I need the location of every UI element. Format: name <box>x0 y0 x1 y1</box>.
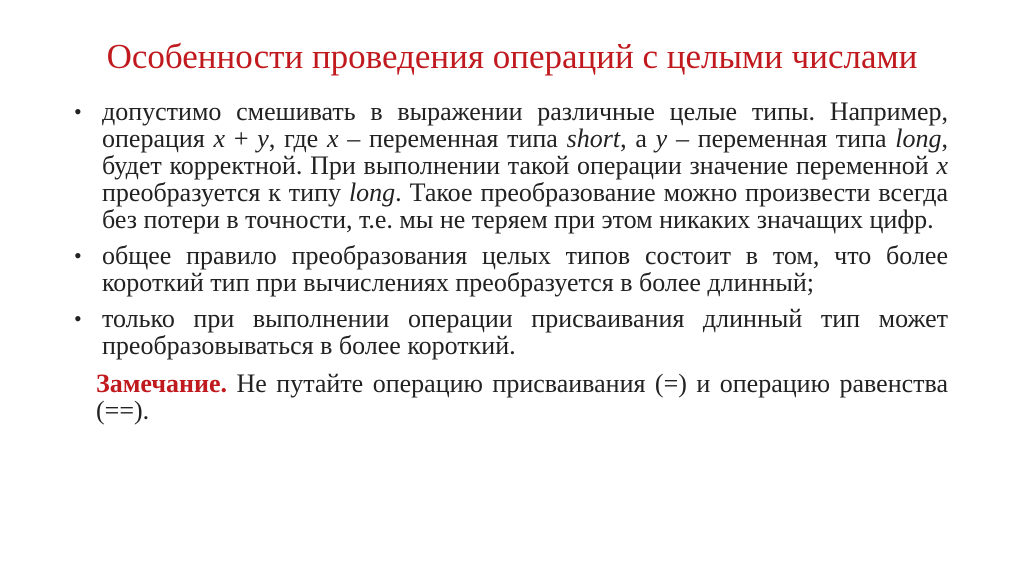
text-run: , где <box>268 124 327 153</box>
text-run: , а <box>620 124 656 153</box>
italic-term: long <box>895 124 942 153</box>
text-run: преобразуется к типу <box>102 178 349 207</box>
text-run: , будет корректной. При выполнении такой операции значение переменной <box>102 124 949 180</box>
remark-label: Замечание. <box>96 369 227 398</box>
bullet-text <box>102 241 948 297</box>
text-run: – переменная типа <box>667 124 896 153</box>
italic-term: x <box>326 124 339 153</box>
italic-term: y <box>655 124 668 153</box>
bullet-marker-icon: • <box>74 243 82 268</box>
text-run: допустимо смешивать в выражении различные целые типы. Например, операция <box>102 97 948 153</box>
remark-text: Не путайте операцию присваивания (=) и операцию равенства (==). <box>96 369 948 425</box>
text-run: – переменная типа <box>338 124 567 153</box>
italic-term: x <box>213 124 226 153</box>
italic-term: x <box>936 151 948 180</box>
italic-term: short <box>566 124 621 153</box>
bullet-item-2 <box>74 241 948 297</box>
text-run: + <box>225 124 258 153</box>
bullet-item-3 <box>74 304 948 360</box>
text-run: . Такое преобразование можно произвести всегда без потери в точности, т.е. мы не теряем при этом никаких значащих цифр. <box>102 178 948 234</box>
bullet-text <box>102 97 948 234</box>
text-run: только при выполнении операции присваивания длинный тип может преобразовываться в более короткий. <box>102 304 948 360</box>
text-run: общее правило преобразования целых типов состоит в том, что более короткий тип при вычислениях преобразуется в более длинный; <box>102 241 948 297</box>
bullet-text <box>102 304 948 360</box>
bullet-marker-icon: • <box>74 99 82 124</box>
bullet-item-1 <box>74 97 949 234</box>
slide-title: Особенности проведения операций с целыми числами <box>106 37 918 76</box>
slide-content <box>74 97 949 425</box>
italic-term: y <box>257 124 269 153</box>
bullet-marker-icon: • <box>74 306 82 331</box>
italic-term: long <box>348 178 396 207</box>
remark-paragraph <box>96 370 948 424</box>
